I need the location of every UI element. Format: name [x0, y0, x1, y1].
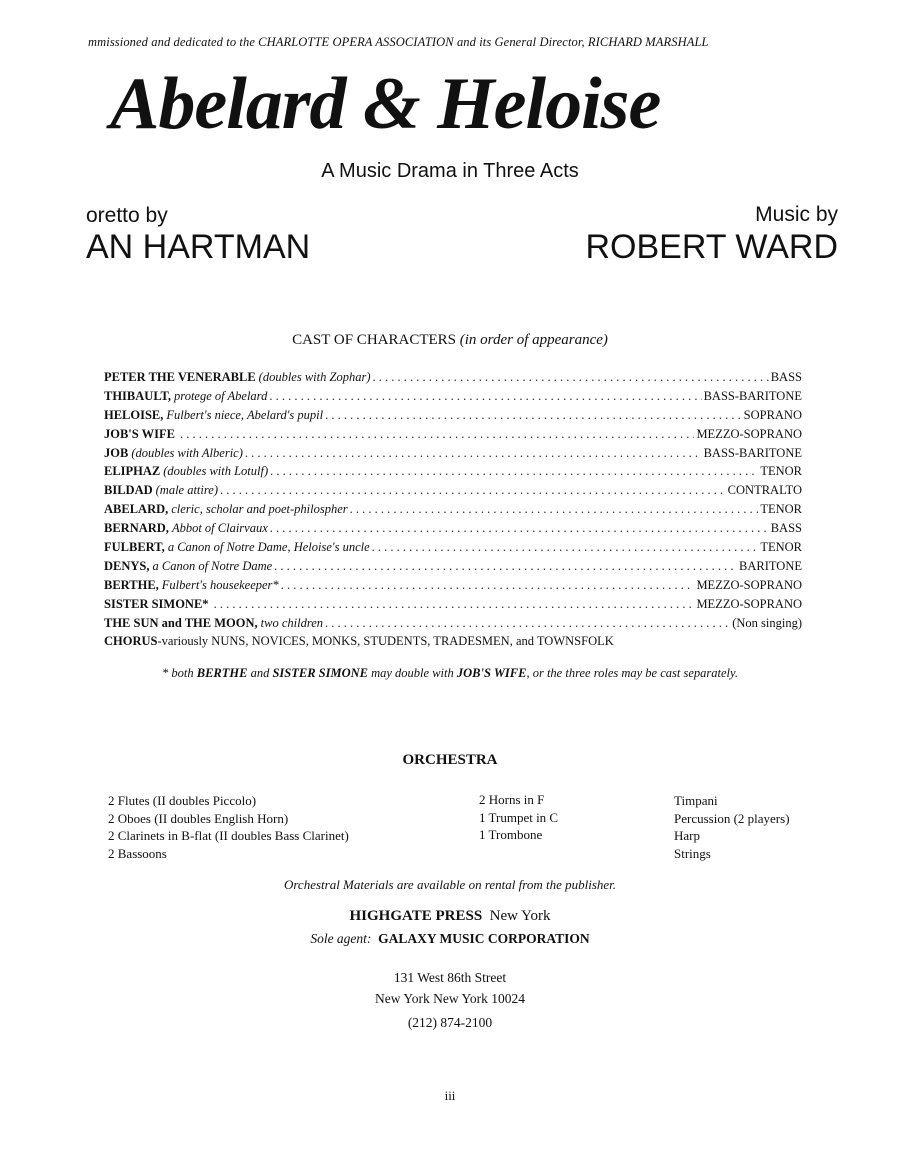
character-desc: (doubles with Alberic) [131, 445, 243, 460]
cast-row [104, 406, 802, 425]
chorus-desc: -variously NUNS, NOVICES, MONKS, STUDENTS, TRADESMEN, and TOWNSFOLK [157, 634, 614, 649]
leader-dots [269, 387, 701, 406]
character-name: PETER THE VENERABLE [104, 370, 256, 384]
doubling-footnote [0, 666, 900, 681]
orchestra-woodwinds [108, 792, 349, 862]
phone-number: (212) 874-2100 [407, 1015, 493, 1030]
character-name: BERNARD, [104, 521, 169, 536]
subtitle: A Music Drama in Three Acts [321, 160, 579, 182]
character-name: JOB [104, 445, 129, 460]
leader-dots [180, 425, 694, 444]
leader-dots [214, 595, 695, 614]
character-desc: Abbot of Clairvaux [171, 521, 268, 536]
character-name: THIBAULT, [104, 388, 172, 403]
voice-type: BASS-BARITONE [703, 445, 802, 460]
character-desc: a Canon of Notre Dame, Heloise's uncle [167, 540, 370, 555]
librettist-name: AN HARTMAN [86, 228, 311, 266]
cast-heading [0, 332, 900, 349]
cast-row [104, 481, 802, 500]
cast-heading-title: CAST OF CHARACTERS [292, 332, 456, 348]
character-name: HELOISE, [104, 407, 164, 422]
voice-type: BASS [770, 521, 802, 536]
cast-row [104, 538, 802, 557]
cast-row [104, 387, 802, 406]
instrument: 2 Flutes (II doubles Piccolo) [108, 793, 257, 808]
footnote-role: SISTER SIMONE [272, 666, 368, 680]
instrument: 2 Horns in F [479, 792, 545, 807]
footnote-role: JOB'S WIFE [456, 666, 527, 680]
orchestra-percussion-strings [674, 792, 790, 862]
chorus-row [104, 632, 802, 651]
address-city: New York New York 10024 [374, 991, 526, 1006]
leader-dots [281, 576, 695, 595]
character-name: FULBERT, [104, 540, 165, 555]
cast-row [104, 444, 802, 463]
footnote-role: BERTHE [196, 666, 248, 680]
instrument: Percussion (2 players) [674, 810, 790, 826]
character-name: ELIPHAZ [104, 464, 161, 479]
cast-row [104, 595, 802, 614]
publisher-city: New York [489, 908, 551, 924]
instrument: 2 Bassoons [108, 845, 167, 861]
voice-type: TENOR [760, 540, 802, 555]
rental-note: Orchestral Materials are available on rental from the publisher. [283, 877, 617, 892]
voice-type: BASS [770, 370, 802, 384]
character-desc: a Canon of Notre Dame [152, 558, 273, 573]
cast-row [104, 614, 802, 633]
leader-dots [220, 481, 726, 500]
voice-type: MEZZO-SOPRANO [696, 577, 802, 592]
leader-dots [372, 538, 759, 557]
voice-type: TENOR [760, 502, 802, 517]
character-name: SISTER SIMONE* [104, 596, 209, 611]
chorus-name: CHORUS [104, 634, 158, 649]
cast-row [104, 519, 802, 538]
character-desc: (doubles with Lotulf) [163, 464, 269, 479]
orchestra-heading: ORCHESTRA [402, 752, 498, 768]
character-name: THE SUN and THE MOON, [104, 615, 258, 630]
instrument: 1 Trumpet in C [479, 809, 559, 825]
cast-heading-note: (in order of appearance) [459, 332, 608, 348]
character-desc: (doubles with Zophar) [258, 370, 371, 384]
voice-type: MEZZO-SOPRANO [696, 596, 802, 611]
character-desc: Fulbert's housekeeper* [161, 577, 279, 592]
cast-row [104, 368, 802, 387]
character-desc: two children [260, 615, 324, 630]
leader-dots [350, 500, 759, 519]
instrument: Strings [674, 845, 711, 861]
agent-label: Sole agent: [310, 931, 372, 946]
instrument: 2 Clarinets in B-flat (II doubles Bass Clarinet) [108, 828, 349, 843]
voice-type: (Non singing) [732, 615, 802, 630]
cast-row [104, 425, 802, 444]
music-credit-label: Music by [755, 203, 838, 226]
cast-row [104, 557, 802, 576]
footnote-text: * both [162, 666, 197, 680]
voice-type: BARITONE [739, 558, 802, 573]
cast-row [104, 462, 802, 481]
footnote-text: may double with [367, 666, 457, 680]
page-number: iii [444, 1088, 456, 1103]
voice-type: MEZZO-SOPRANO [696, 426, 802, 441]
cast-row [104, 576, 802, 595]
leader-dots [245, 444, 702, 463]
address-street: 131 West 86th Street [393, 970, 507, 985]
libretto-credit-label: oretto by [86, 204, 168, 227]
cast-list [104, 368, 802, 651]
character-name: ABELARD, [104, 502, 169, 517]
voice-type: SOPRANO [743, 407, 802, 422]
voice-type: TENOR [760, 464, 802, 479]
leader-dots [325, 614, 730, 633]
character-desc: protege of Abelard [174, 388, 268, 403]
instrument: 1 Trombone [479, 827, 543, 842]
leader-dots [274, 557, 737, 576]
voice-type: CONTRALTO [727, 483, 802, 498]
character-name: DENYS, [104, 558, 150, 573]
instrument: Harp [674, 828, 700, 843]
character-name: BERTHE, [104, 577, 159, 592]
instrument: 2 Oboes (II doubles English Horn) [108, 810, 289, 826]
agent-line [0, 931, 900, 947]
orchestra-brass [479, 791, 558, 844]
publisher-name: HIGHGATE PRESS [349, 908, 483, 924]
character-desc: (male attire) [155, 483, 218, 498]
composer-name: ROBERT WARD [585, 228, 838, 266]
character-desc: cleric, scholar and poet-philospher [171, 502, 348, 517]
leader-dots [372, 368, 768, 387]
instrument: Timpani [674, 793, 718, 808]
leader-dots [270, 519, 769, 538]
character-desc: Fulbert's niece, Abelard's pupil [166, 407, 324, 422]
leader-dots [270, 462, 758, 481]
opera-title: Abelard & Heloise [110, 63, 661, 145]
publisher-line [0, 908, 900, 925]
cast-row [104, 500, 802, 519]
footnote-text: and [247, 666, 273, 680]
footnote-text: , or the three roles may be cast separately. [526, 666, 738, 680]
leader-dots [325, 406, 742, 425]
agent-name: GALAXY MUSIC CORPORATION [378, 931, 590, 946]
character-name: BILDAD [104, 483, 153, 498]
dedication-line: mmissioned and dedicated to the CHARLOTTE OPERA ASSOCIATION and its General Director, RICHARD MARSHALL [88, 35, 709, 49]
character-name: JOB'S WIFE [104, 426, 175, 441]
voice-type: BASS-BARITONE [703, 388, 802, 403]
